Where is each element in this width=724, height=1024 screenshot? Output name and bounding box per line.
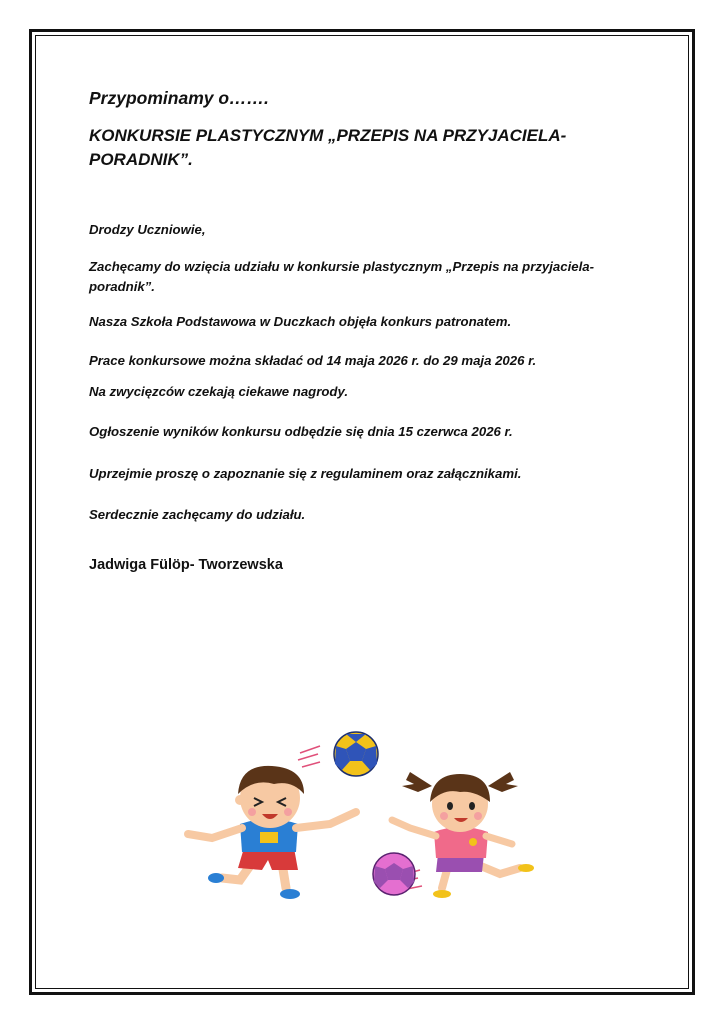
- paragraph-results: Ogłoszenie wyników konkursu odbędzie się dnia 15 czerwca 2026 r.: [89, 424, 513, 439]
- boy-figure: [188, 766, 356, 899]
- contest-title: KONKURSIE PLASTYCZNYM „PRZEPIS NA PRZYJACIELA- PORADNIK”.: [89, 126, 567, 169]
- greeting: Drodzy Uczniowie,: [89, 222, 206, 237]
- paragraph-invitation: Zachęcamy do wzięcia udziału w konkursie plastycznym „Przepis na przyjaciela- poradnik”.: [89, 259, 594, 294]
- paragraph-encouragement: Serdecznie zachęcamy do udziału.: [89, 507, 306, 522]
- paragraph-rules: Uprzejmie proszę o zapoznanie się z regulaminem oraz załącznikami.: [89, 466, 522, 481]
- soccer-ball-blue-yellow: [334, 732, 378, 776]
- paragraph-dates: Prace konkursowe można składać od 14 maja 2026 r. do 29 maja 2026 r.: [89, 353, 537, 368]
- paragraph-patronage: Nasza Szkoła Podstawowa w Duczkach objęła konkurs patronatem.: [89, 314, 512, 329]
- children-playing-illustration: [170, 728, 560, 910]
- signature: Jadwiga Fülöp- Tworzewska: [89, 557, 283, 573]
- soccer-ball-purple: [373, 853, 415, 895]
- intro-heading: Przypominamy o…….: [89, 88, 269, 108]
- paragraph-prizes: Na zwycięzców czekają ciekawe nagrody.: [89, 384, 348, 399]
